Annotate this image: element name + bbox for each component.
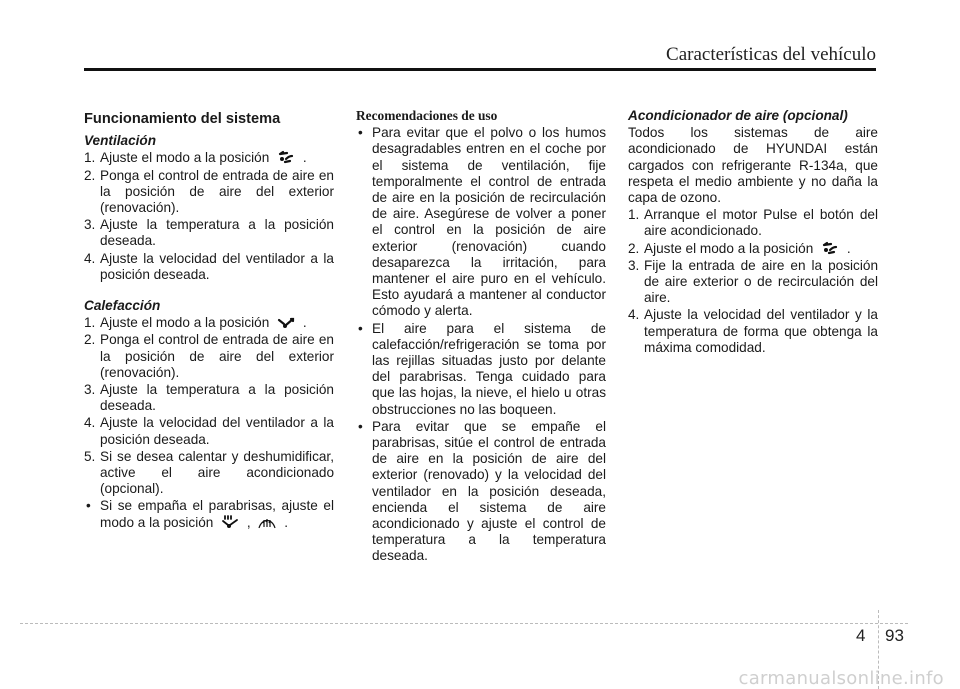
list-item: 2. Ponga el control de entrada de aire en la posición de aire del exterior (renovación). [84,167,334,216]
intro-paragraph: Todos los sistemas de aire acondicionado de HYUNDAI están cargados con refrigerante R-134a, que respeta el medio ambiente y no daña la capa de ozono. [628,125,878,206]
bullet-item: • El aire para el sistema de calefacción/refrigeración se toma por las rejillas situadas justo por delante del parabrisas. Tenga cuidado para que las hojas, la nieve, el hielo u otras obstrucciones no las boqueen. [358,320,606,417]
column-air-conditioning [628,108,878,357]
defrost-mode-icon [258,515,276,529]
chapter-title: Características del vehículo [666,44,876,65]
floor-defrost-mode-icon [221,515,239,529]
floor-mode-icon [277,315,295,329]
vent-mode-icon [821,241,839,255]
list-item: 1. Arranque el motor Pulse el botón del aire acondicionado. [628,207,878,239]
bullet-item: • Si se empaña el parabrisas, ajuste el modo a la posición , . [86,498,334,530]
watermark: carmanualsonline.info [738,668,944,689]
vent-mode-icon [277,150,295,164]
header-rule [84,68,876,71]
list-item: 4. Ajuste la velocidad del ventilador a la posición deseada. [84,415,334,447]
subheading-usage-tips: Recomendaciones de uso [356,108,498,123]
list-item: 3. Fije la entrada de aire en la posición de aire exterior o de recirculación del aire. [628,257,878,306]
subheading-air-conditioner: Acondicionador de aire (opcional) [628,108,848,123]
list-item: 2. Ajuste el modo a la posición . [628,240,851,256]
subheading-ventilation: Ventilación [84,133,157,149]
column-operation [84,108,334,532]
list-item: 1. Ajuste el modo a la posición . [84,315,307,331]
list-item: 5. Si se desea calentar y deshumidificar, active el aire acondicionado (opcional). [84,448,334,497]
list-item: 3. Ajuste la temperatura a la posición deseada. [84,382,334,414]
subheading-heating: Calefacción [84,298,161,314]
list-item: 3. Ajuste la temperatura a la posición deseada. [84,217,334,249]
page-number: 93 [885,626,904,645]
list-item: 4. Ajuste la velocidad del ventilador y la temperatura de forma que obtenga la máxima comodidad. [628,307,878,355]
bullet-item: • Para evitar que el polvo o los humos desagradables entren en el coche por el sistema de ventilación, fije temporalmente el control de entrada de aire en la posición de recirculación de aire. Asegúrese de volver a poner el control en la posición de aire exterior (renovación) cuando desaparezca la irritación, para mantener el aire puro en el vehículo. Esto ayudará a mantener al conductor cómodo y alerta. [358,125,606,319]
list-item: 4. Ajuste la velocidad del ventilador a la posición deseada. [84,250,334,282]
column-recommendations [356,108,606,566]
chapter-number: 4 [856,626,866,645]
list-item: 2. Ponga el control de entrada de aire en la posición de aire del exterior (renovación). [84,332,334,380]
list-item: 1. Ajuste el modo a la posición . [84,150,307,166]
bullet-item: • Para evitar que se empañe el parabrisas, sitúe el control de entrada de aire en la posición de aire del exterior (renovado) y la velocidad del ventilador en la posición deseada, encienda el sistema de aire acondicionado y ajuste el control de temperatura a la temperatura deseada. [358,418,606,564]
section-heading: Funcionamiento del sistema [84,111,281,127]
footer-divider [20,623,908,624]
